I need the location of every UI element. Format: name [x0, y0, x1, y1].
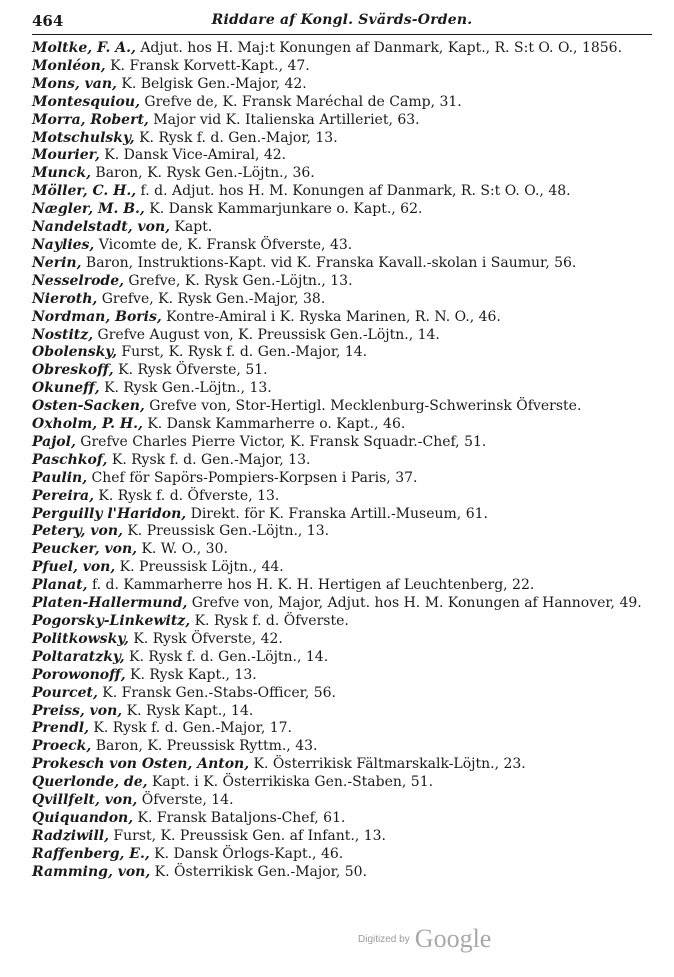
page-header — [32, 8, 652, 35]
digitized-by-google-watermark — [358, 924, 491, 954]
entry — [32, 94, 654, 112]
entry-text: K. Fransk Korvett-Kapt., 47. — [105, 57, 310, 74]
entry-name: Peucker, von, — [32, 541, 137, 558]
entry-name: Paschkof, — [32, 451, 108, 468]
entry-name: Radziwill, — [32, 827, 109, 844]
entry-name: Nostitz, — [32, 326, 94, 343]
entry-text: K. W. O., 30. — [137, 541, 228, 558]
entry-name: Mons, van, — [32, 75, 117, 92]
entry-text: Direkt. för K. Franska Artill.-Museum, 61. — [186, 505, 488, 522]
entry-name: Montesquiou, — [32, 93, 140, 110]
entry-text: K. Rysk Kapt., 13. — [125, 666, 257, 683]
entry — [32, 703, 654, 721]
entry-text: K. Dansk Örlogs-Kapt., 46. — [149, 845, 344, 862]
entry — [32, 183, 654, 201]
entry-text: Furst, K. Preussisk Gen. af Infant., 13. — [108, 827, 386, 844]
entry — [32, 219, 654, 237]
entry-text: Baron, K. Preussisk Ryttm., 43. — [91, 738, 318, 755]
entry-text: K. Rysk f. d. Gen.-Löjtn., 14. — [124, 648, 329, 665]
entry — [32, 631, 654, 649]
entry-text: K. Rysk f. d. Gen.-Major, 13. — [134, 129, 338, 146]
entry — [32, 165, 654, 183]
entry — [32, 864, 654, 882]
entry — [32, 201, 654, 219]
entry — [32, 774, 654, 792]
entry-text: Öfverste, 14. — [137, 792, 234, 809]
running-title: Riddare af Kongl. Svärds-Orden. — [211, 12, 473, 28]
entry-text: K. Fransk Gen.-Stabs-Officer, 56. — [97, 684, 336, 701]
entry-name: Obolensky, — [32, 344, 117, 361]
entry-list — [32, 40, 654, 882]
google-logo: Google — [414, 924, 492, 953]
entry — [32, 577, 654, 595]
entry — [32, 792, 654, 810]
entry-name: Monléon, — [32, 57, 106, 74]
entry-name: Raffenberg, E., — [32, 845, 150, 862]
entry-text: K. Österrikisk Gen.-Major, 50. — [150, 863, 367, 880]
entry-name: Paulin, — [32, 469, 88, 486]
entry-name: Morra, Robert, — [32, 111, 149, 128]
entry — [32, 309, 654, 327]
entry-text: Grefve Charles Pierre Victor, K. Fransk Squadr.-Chef, 51. — [75, 433, 487, 450]
entry — [32, 380, 654, 398]
entry — [32, 506, 654, 524]
entry-text: K. Rysk Kapt., 14. — [122, 702, 254, 719]
entry-name: Planat, — [32, 577, 88, 594]
entry-text: Grefve, K. Rysk Gen.-Major, 38. — [97, 290, 326, 307]
entry-name: Querlonde, de, — [32, 774, 148, 791]
entry-name: Nordman, Boris, — [32, 308, 162, 325]
entry-text: K. Preussisk Gen.-Löjtn., 13. — [122, 523, 330, 540]
entry-text: K. Belgisk Gen.-Major, 42. — [116, 75, 307, 92]
entry-text: Grefve de, K. Fransk Maréchal de Camp, 31. — [139, 93, 462, 110]
page-number: 464 — [32, 12, 64, 30]
entry-text: K. Preussisk Löjtn., 44. — [115, 559, 284, 576]
entry-text: K. Dansk Kammarjunkare o. Kapt., 62. — [144, 201, 423, 218]
entry-name: Prokesch von Osten, Anton, — [32, 756, 250, 773]
entry — [32, 452, 654, 470]
entry — [32, 541, 654, 559]
entry-text: Major vid K. Italienska Artilleriet, 63. — [148, 111, 420, 128]
entry — [32, 237, 654, 255]
entry-text: Kapt. i K. Österrikiska Gen.-Staben, 51. — [147, 774, 434, 791]
entry-name: Politkowsky, — [32, 630, 129, 647]
entry-name: Pogorsky-Linkewitz, — [32, 613, 191, 629]
entry-text: K. Rysk f. d. Gen.-Major, 13. — [107, 451, 311, 468]
entry — [32, 327, 654, 345]
entry — [32, 130, 654, 148]
entry-text: Baron, Instruktions-Kapt. vid K. Franska Kavall.-skolan i Saumur, 56. — [81, 254, 577, 271]
entry-text: Furst, K. Rysk f. d. Gen.-Major, 14. — [116, 344, 368, 361]
entry-text: K. Fransk Bataljons-Chef, 61. — [133, 809, 346, 826]
entry — [32, 756, 654, 774]
entry-text: K. Dansk Kammarherre o. Kapt., 46. — [142, 416, 406, 433]
entry-text: Kontre-Amiral i K. Ryska Marinen, R. N. O., 46. — [161, 308, 501, 325]
entry-text: Adjut. hos H. Maj:t Konungen af Danmark, Kapt., R. S:t O. O., 1856. — [135, 40, 623, 56]
entry-name: Perguilly l'Haridon, — [32, 505, 187, 522]
entry — [32, 667, 654, 685]
entry-text: Chef för Sapörs-Pompiers-Korpsen i Paris, 37. — [87, 469, 418, 486]
entry — [32, 344, 654, 362]
entry-name: Nesselrode, — [32, 272, 124, 289]
entry — [32, 434, 654, 452]
entry-text: K. Rysk f. d. Gen.-Major, 17. — [88, 720, 292, 737]
entry-name: Preiss, von, — [32, 702, 123, 719]
entry — [32, 488, 654, 506]
entry-name: Pereira, — [32, 487, 94, 504]
entry — [32, 738, 654, 756]
entry-name: Ramming, von, — [32, 863, 151, 880]
entry-text: Baron, K. Rysk Gen.-Löjtn., 36. — [90, 165, 315, 182]
entry-name: Nieroth, — [32, 290, 98, 307]
entry — [32, 76, 654, 94]
entry-name: Naylies, — [32, 236, 95, 253]
entry-name: Motschulsky, — [32, 129, 135, 146]
entry-name: Prendl, — [32, 720, 89, 737]
entry — [32, 362, 654, 380]
entry — [32, 416, 654, 434]
entry-name: Platen-Hallermund, — [32, 595, 188, 612]
entry — [32, 112, 654, 130]
entry — [32, 595, 654, 613]
entry-text: K. Rysk f. d. Öfverste, 13. — [93, 487, 280, 504]
entry-text: K. Rysk Gen.-Löjtn., 13. — [99, 380, 272, 397]
entry — [32, 398, 654, 416]
entry-name: Moltke, F. A., — [32, 40, 136, 56]
entry-name: Oxholm, P. H., — [32, 416, 143, 433]
entry-text: Grefve von, Major, Adjut. hos H. M. Konungen af Hannover, 49. — [187, 595, 642, 612]
entry-name: Quiquandon, — [32, 809, 134, 826]
entry-name: Nerin, — [32, 254, 82, 271]
entry-name: Munck, — [32, 165, 91, 182]
entry-name: Okuneff, — [32, 380, 100, 397]
entry-name: Nægler, M. B., — [32, 201, 145, 218]
entry-text: f. d. Kammarherre hos H. K. H. Hertigen af Leuchtenberg, 22. — [87, 577, 535, 594]
entry-name: Osten-Sacken, — [32, 398, 145, 415]
entry — [32, 273, 654, 291]
entry-name: Pajol, — [32, 433, 76, 450]
entry — [32, 147, 654, 165]
entry — [32, 40, 654, 58]
entry-name: Qvillfelt, von, — [32, 792, 138, 809]
entry-name: Pourcet, — [32, 684, 98, 701]
entry-text: K. Österrikisk Fältmarskalk-Löjtn., 23. — [249, 756, 526, 773]
entry-name: Möller, C. H., — [32, 183, 137, 200]
entry-name: Nandelstadt, von, — [32, 219, 171, 236]
entry-name: Mourier, — [32, 147, 100, 164]
entry-text: K. Rysk Öfverste, 42. — [128, 630, 283, 647]
entry-text: f. d. Adjut. hos H. M. Konungen af Danmark, R. S:t O. O., 48. — [136, 183, 571, 200]
entry-name: Petery, von, — [32, 523, 123, 540]
entry-text: K. Rysk Öfverste, 51. — [113, 362, 268, 379]
entry-text: K. Rysk f. d. Öfverste. — [190, 613, 349, 629]
entry-name: Obreskoff, — [32, 362, 114, 379]
entry — [32, 613, 654, 631]
entry — [32, 685, 654, 703]
entry — [32, 255, 654, 273]
entry — [32, 810, 654, 828]
entry — [32, 720, 654, 738]
entry — [32, 828, 654, 846]
entry-text: Grefve August von, K. Preussisk Gen.-Löjtn., 14. — [93, 326, 440, 343]
entry — [32, 470, 654, 488]
entry — [32, 846, 654, 864]
entry — [32, 291, 654, 309]
entry — [32, 649, 654, 667]
entry — [32, 523, 654, 541]
entry-name: Pfuel, von, — [32, 559, 116, 576]
entry-name: Proeck, — [32, 738, 92, 755]
entry-text: Grefve von, Stor-Hertigl. Mecklenburg-Schwerinsk Öfverste. — [144, 398, 582, 415]
entry-text: Grefve, K. Rysk Gen.-Löjtn., 13. — [123, 272, 353, 289]
entry-text: Vicomte de, K. Fransk Öfverste, 43. — [94, 236, 353, 253]
entry — [32, 559, 654, 577]
entry-name: Porowonoff, — [32, 666, 126, 683]
entry-name: Poltaratzky, — [32, 648, 125, 665]
entry-text: K. Dansk Vice-Amiral, 42. — [99, 147, 287, 164]
entry-text: Kapt. — [170, 219, 213, 236]
digitized-label: Digitized by — [358, 934, 410, 945]
entry — [32, 58, 654, 76]
